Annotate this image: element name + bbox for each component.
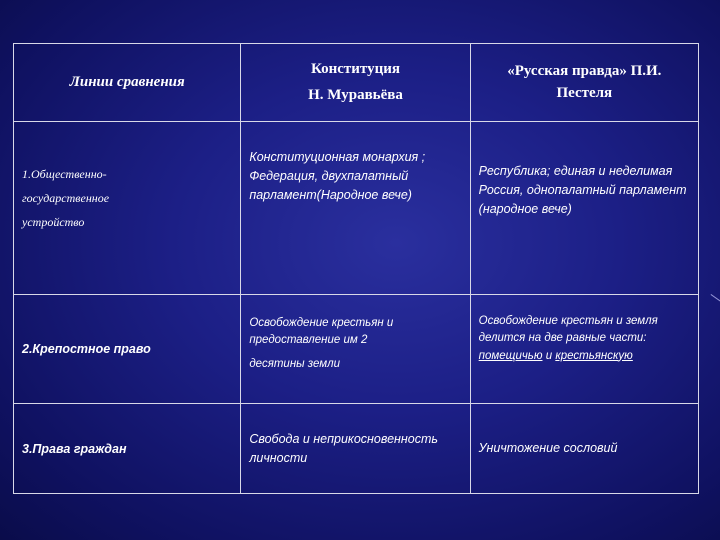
header-pestel: [470, 44, 698, 122]
muravyov-cell: [241, 295, 470, 404]
header-criteria-label: Линии сравнения: [69, 74, 185, 90]
header-pestel-line2: Пестеля: [556, 84, 613, 101]
pestel-cell: [470, 404, 698, 494]
muravyov-cell: [241, 122, 470, 295]
criterion-cell: [14, 295, 241, 404]
pestel-text: Республика; единая и неделимая Россия, однопалатный парламент (народное вече): [478, 164, 687, 216]
criterion-line: 1.Общественно-: [22, 167, 107, 181]
criterion-text: 3.Права граждан: [22, 441, 127, 456]
pestel-text: Уничтожение сословий: [478, 441, 618, 456]
header-muravyov: [241, 44, 470, 122]
pestel-text: Освобождение крестьян и земля делится на две равные части:: [478, 315, 658, 345]
pestel-conjunction: и: [545, 349, 553, 362]
pestel-underlined-term: помещичью: [478, 349, 543, 362]
header-muravyov-line2: Н. Муравьёва: [308, 86, 403, 103]
pestel-cell: [470, 295, 698, 404]
table-header-row: [14, 44, 699, 122]
table-row: [14, 122, 699, 295]
pestel-cell: [470, 122, 698, 295]
criterion-text: 2.Крепостное право: [22, 342, 151, 356]
pestel-underlined-term: крестьянскую: [555, 349, 633, 362]
header-criteria: [14, 44, 241, 122]
criterion-cell: [14, 404, 241, 494]
muravyov-cell: [241, 404, 470, 494]
muravyov-text: Свобода и неприкосновенность личности: [249, 431, 438, 465]
comparison-table: [13, 43, 699, 494]
muravyov-text: Освобождение крестьян и предоставление им 2: [249, 317, 394, 347]
criterion-line: государственное: [22, 191, 110, 205]
header-pestel-line1: «Русская правда» П.И.: [507, 62, 662, 79]
criterion-line: устройство: [22, 215, 85, 229]
header-muravyov-line1: Конституция: [310, 61, 400, 77]
table-row: [14, 295, 699, 404]
muravyov-text-line2: десятины земли: [249, 357, 341, 370]
criterion-cell: [14, 122, 241, 295]
muravyov-text: Конституционная монархия ; Федерация, двухпалатный парламент(Народное вече): [249, 150, 426, 202]
table-row: [14, 404, 699, 494]
